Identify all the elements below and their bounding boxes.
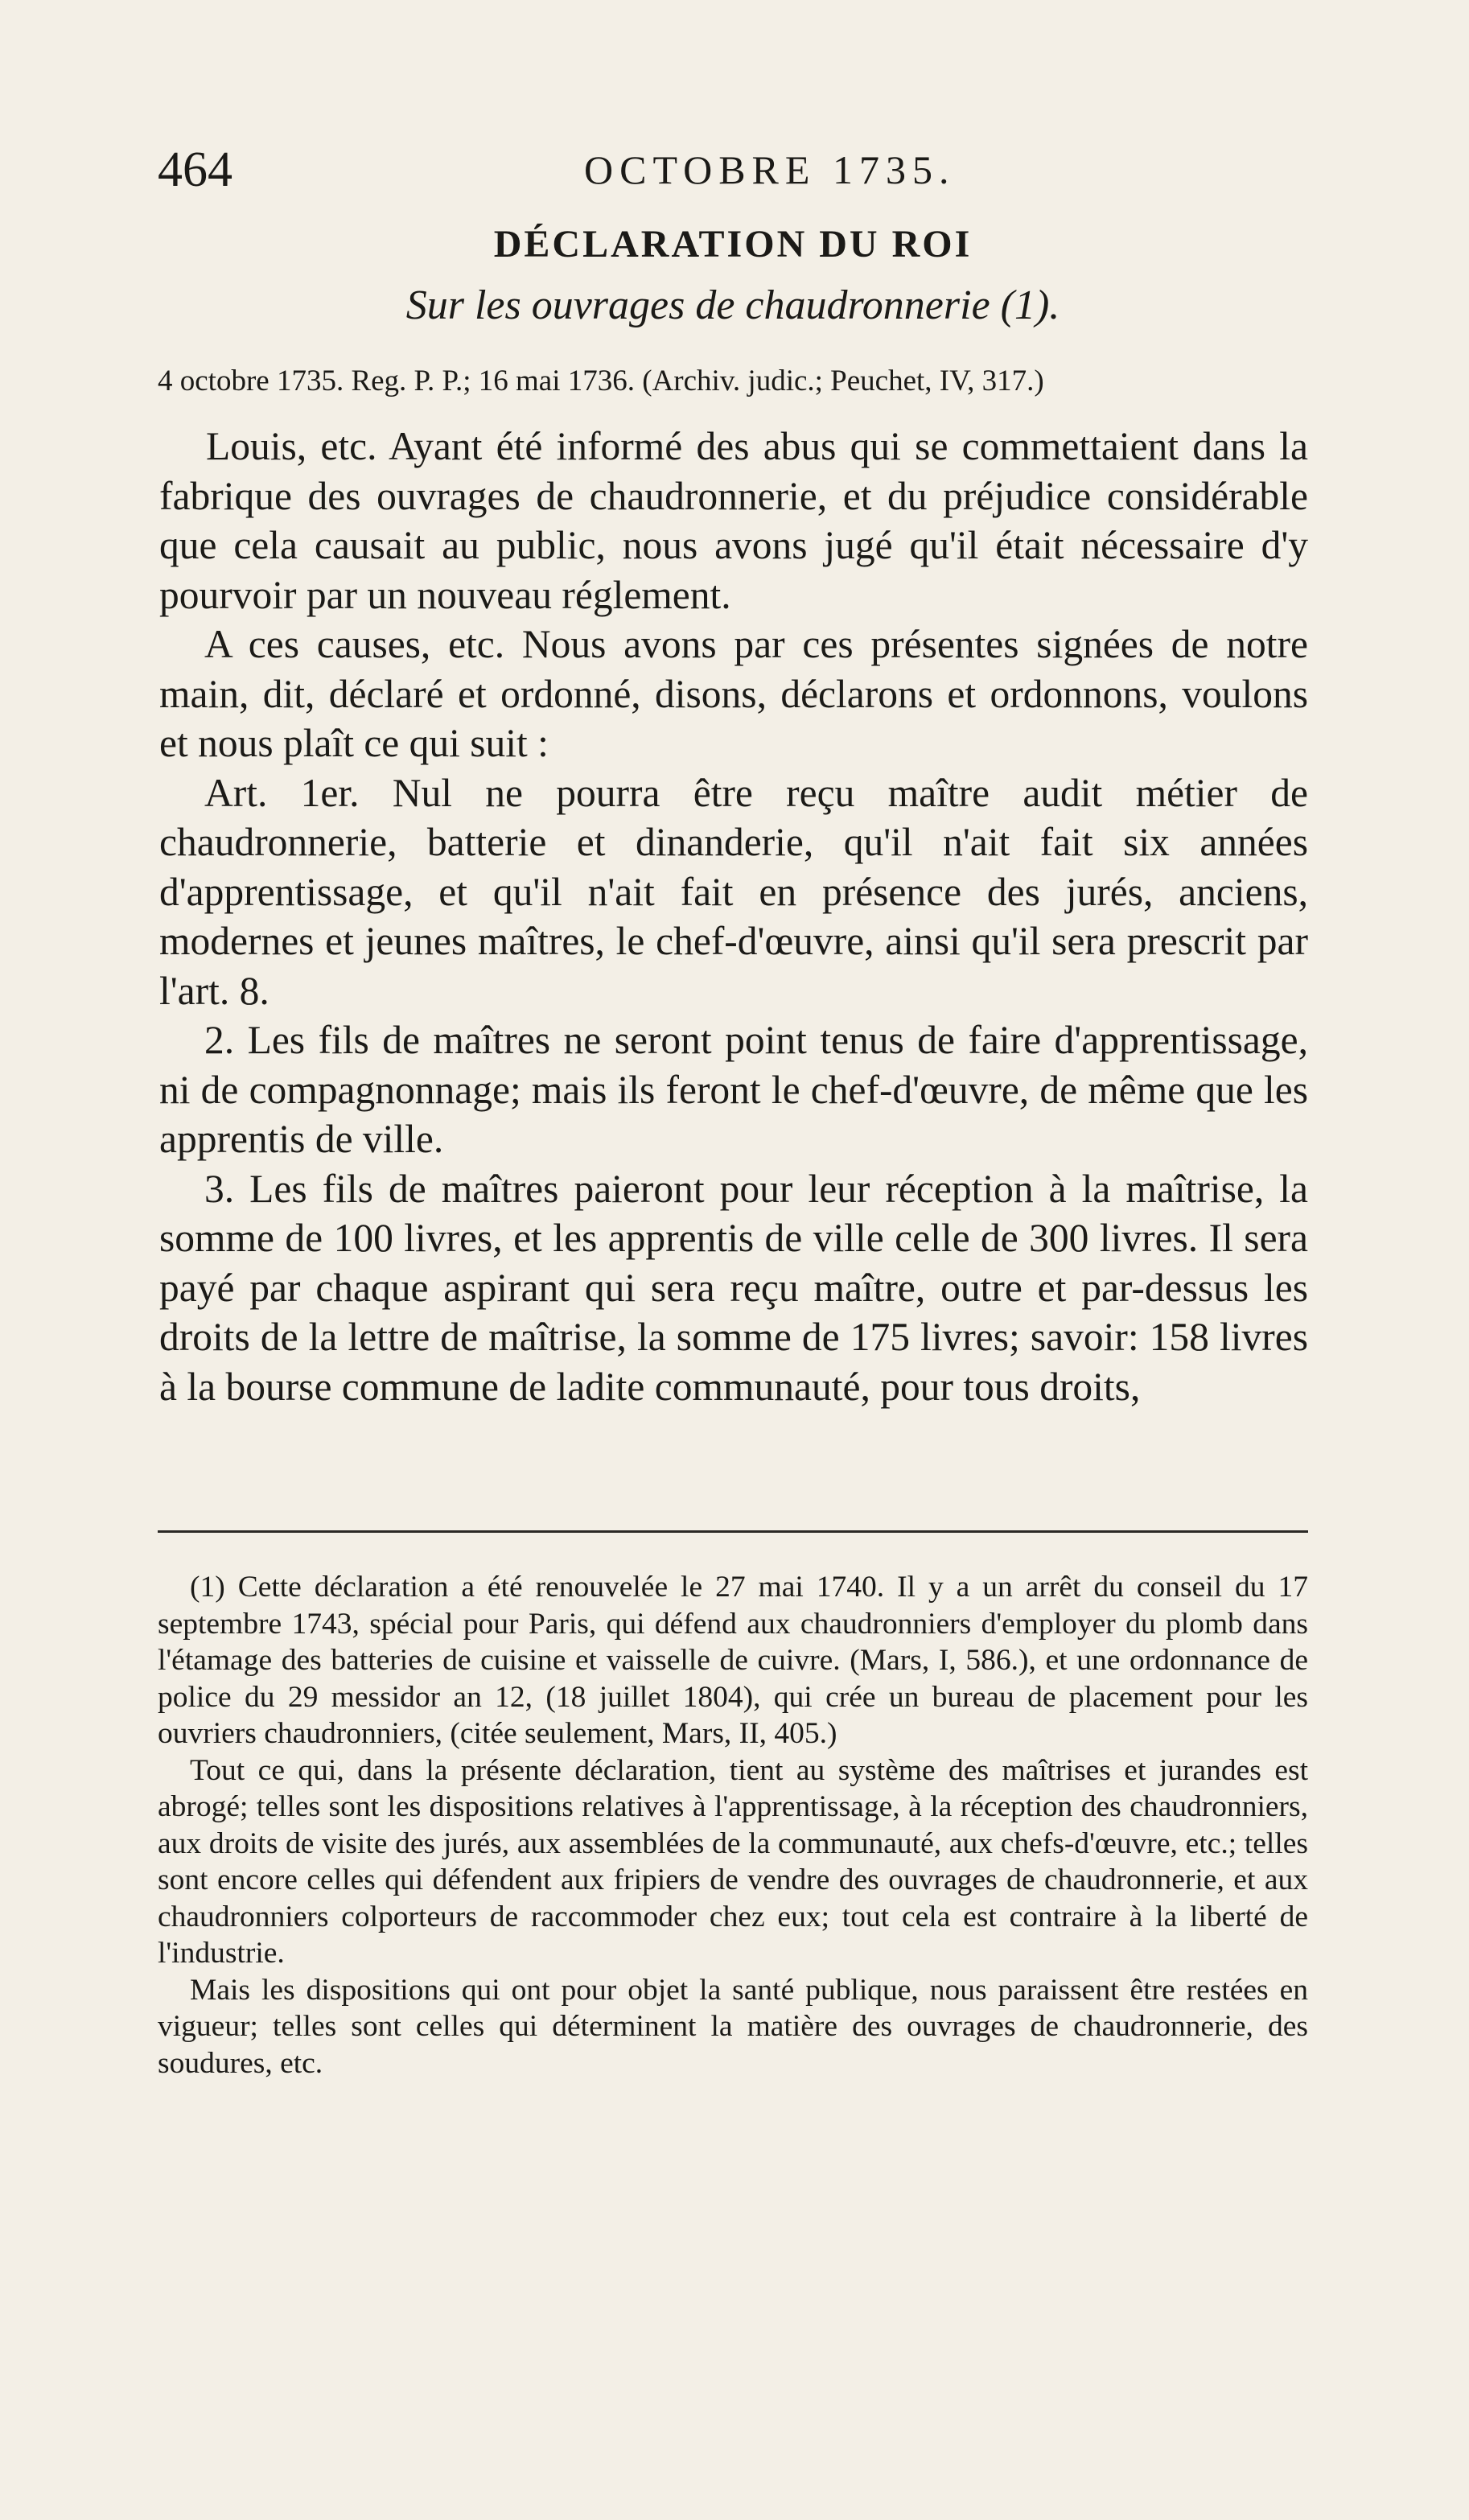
body-paragraph-causes: A ces causes, etc. Nous avons par ces présentes signées de notre main, dit, déclaré et ordonné, disons, déclarons et ordonnons, voulons et nous plaît ce qui suit : xyxy=(159,622,1308,765)
declaration-body xyxy=(159,422,1308,1411)
running-head-title: OCTOBRE 1735. xyxy=(584,147,956,192)
footnote-commentary: Tout ce qui, dans la présente déclaration, tient au système des maîtrises et jurandes est abrogé; telles sont les dispositions relatives à l'apprentissage, à la réception des chaudronniers, aux droits de visite des jurés, aux assemblées de la communauté, aux chefs-d'œuvre, etc.; telles sont encore celles qui défendent aux fripiers de vendre des ouvrages de chaudronnerie, et aux chaudronniers colporteurs de raccommoder chez eux; tout cela est contraire à la liberté de l'industrie. xyxy=(158,1753,1308,1970)
declaration-title: DÉCLARATION DU ROI xyxy=(493,223,973,266)
footnote-1: (1) Cette déclaration a été renouvelée le 27 mai 1740. Il y a un arrêt du conseil du 17 septembre 1743, spécial pour Paris, qui défend aux chaudronniers d'employer du plomb dans l'étamage des batteries de cuisine et vaisselle de cuivre. (Mars, I, 586.), et une ordonnance de police du 29 messidor an 12, (18 juillet 1804), qui crée un bureau de placement pour les ouvriers chaudronniers, (citée seulement, Mars, II, 405.) xyxy=(158,1571,1308,1750)
declaration-subtitle: Sur les ouvrages de chaudronnerie (1). xyxy=(405,282,1060,328)
page-number: 464 xyxy=(158,142,232,197)
declaration-reference: 4 octobre 1735. Reg. P. P.; 16 mai 1736. (Archiv. judic.; Peuchet, IV, 317.) xyxy=(158,364,1044,397)
body-paragraph-article-1: Art. 1er. Nul ne pourra être reçu maître audit métier de chaudronnerie, batterie et dinanderie, qu'il n'ait fait six années d'apprentissage, et qu'il n'ait fait en présence des jurés, anciens, modernes et jeunes maîtres, le chef-d'œuvre, ainsi qu'il sera prescrit par l'art. 8. xyxy=(159,770,1308,1013)
footnotes xyxy=(158,1569,1308,2081)
body-paragraph-article-2: 2. Les fils de maîtres ne seront point tenus de faire d'apprentissage, ni de compagnonnage; mais ils feront le chef-d'œuvre, de même que les apprentis de ville. xyxy=(159,1018,1308,1161)
footnote-divider xyxy=(158,1530,1308,1533)
body-paragraph-article-3: 3. Les fils de maîtres paieront pour leur réception à la maîtrise, la somme de 100 livres, et les apprentis de ville celle de 300 livres. Il sera payé par chaque aspirant qui sera reçu maître, outre et par-dessus les droits de la lettre de maîtrise, la somme de 175 livres; savoir: 158 livres à la bourse commune de ladite communauté, pour tous droits, xyxy=(159,1166,1308,1409)
running-head xyxy=(158,142,1348,206)
footnote-commentary-2: Mais les dispositions qui ont pour objet la santé publique, nous paraissent être restées en vigueur; telles sont celles qui déterminent la matière des ouvrages de chaudronnerie, des soudures, etc. xyxy=(158,1973,1308,2080)
body-paragraph-preamble: Louis, etc. Ayant été informé des abus qui se commettaient dans la fabrique des ouvrages de chaudronnerie, et du préjudice considérable que cela causait au public, nous avons jugé qu'il était nécessaire d'y pourvoir par un nouveau réglement. xyxy=(159,424,1308,617)
